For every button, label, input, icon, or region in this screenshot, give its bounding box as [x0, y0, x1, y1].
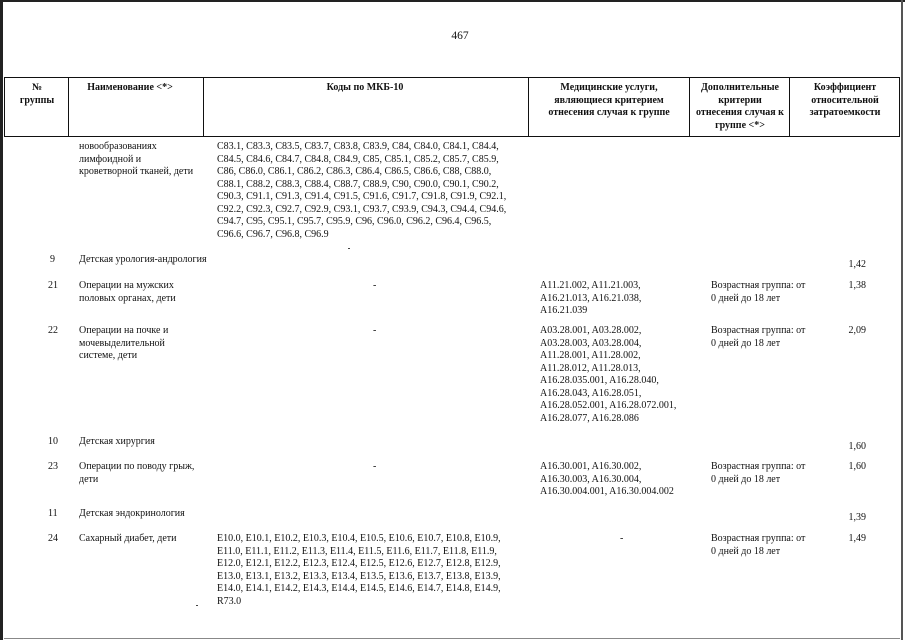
row-name: Операции на почке и мочевыделительной системе, дети — [79, 325, 169, 361]
header-bottom-rule — [4, 136, 900, 137]
section-coef: 1,60 — [848, 441, 866, 452]
scan-border-left — [0, 0, 3, 640]
section-name: Детская эндокринология — [79, 508, 185, 519]
row-extra-criteria: Возрастная группа: от 0 дней до 18 лет — [711, 533, 806, 557]
page-number: 467 — [451, 30, 469, 42]
row-extra-criteria: Возрастная группа: от 0 дней до 18 лет — [711, 280, 806, 304]
scan-border-top — [0, 0, 905, 2]
section-coef: 1,39 — [848, 512, 866, 523]
row-services: A16.30.001, A16.30.002, A16.30.003, A16.30.004, A16.30.004.001, A16.30.004.002 — [540, 461, 674, 497]
section-number: 9 — [50, 254, 55, 265]
row-services: A11.21.002, A11.21.003, A16.21.013, A16.21.038, A16.21.039 — [540, 280, 642, 316]
column-divider — [203, 77, 204, 137]
scan-border-right — [901, 0, 903, 640]
row-services: A03.28.001, A03.28.002, A03.28.003, A03.28.004, A11.28.001, A11.28.002, A11.28.012, A11.28.013, A16.28.035.001, A16.28.040, A16.28.043, A16.28.051, A16.28.052.001, A16.28.072.001, A16.28.077, A16.28.086 — [540, 325, 677, 424]
row-number: 22 — [48, 325, 58, 336]
row-extra-criteria: Возрастная группа: от 0 дней до 18 лет — [711, 325, 806, 349]
header-mkb: Коды по МКБ-10 — [326, 82, 404, 93]
row-mkb-codes: - — [373, 325, 377, 336]
row-mkb-codes: C83.1, C83.3, C83.5, C83.7, C83.8, C83.9, C84, C84.0, C84.1, C84.4, C84.5, C84.6, C84.7, C84.8, C84.9, C85, C85.1, C85.2, C85.7, C85.9, C86, C86.0, C86.1, C86.2, C86.3, C86.4, C86.5, C86.6, C88, C88.0, C88.1, C88.2, C88.3, C88.4, C88.7, C88.9, C90, C90.0, C90.1, C90.2, C90.3, C91.1, C91.3, C91.4, C91.5, C91.6, C91.7, C91.8, C91.9, C92.1, C92.2, C92.3, C92.7, C92.9, C93.1, C93.7, C93.9, C94.3, C94.4, C94.6, C94.7, C95, C95.1, C95.7, C95.9, C96, C96.0, C96.2, C96.4, C96.5, C96.6, C96.7, C96.8, C96.9 — [217, 141, 507, 240]
row-number: 23 — [48, 461, 58, 472]
column-divider — [689, 77, 690, 137]
row-number: 21 — [48, 280, 58, 291]
row-coef: 2,09 — [848, 325, 866, 336]
column-divider — [528, 77, 529, 137]
row-mkb-codes: - — [373, 461, 377, 472]
section-coef: 1,42 — [848, 259, 866, 270]
row-coef: 1,60 — [848, 461, 866, 472]
row-name: Сахарный диабет, дети — [79, 533, 177, 544]
column-divider — [789, 77, 790, 137]
scan-border-bottom — [4, 638, 900, 639]
row-coef: 1,49 — [848, 533, 866, 544]
row-number: 24 — [48, 533, 58, 544]
row-coef: 1,38 — [848, 280, 866, 291]
section-number: 11 — [48, 508, 58, 519]
row-name: новообразованиях лимфоидной и кроветворной тканей, дети — [79, 141, 194, 177]
header-name: Наименование <*> — [87, 82, 173, 93]
scan-artifact — [348, 248, 350, 249]
scan-artifact — [196, 605, 198, 606]
header-services: Медицинские услуги, являющиеся критерием отнесения случая к группе — [548, 82, 670, 118]
section-number: 10 — [48, 436, 58, 447]
header-top-rule — [4, 77, 900, 78]
row-services: - — [620, 533, 624, 544]
row-name: Операции по поводу грыж, дети — [79, 461, 195, 485]
row-name: Операции на мужских половых органах, дети — [79, 280, 176, 304]
header-extra: Дополнительные критерии отнесения случая к группе <*> — [696, 82, 784, 131]
column-divider — [899, 77, 900, 137]
row-mkb-codes: E10.0, E10.1, E10.2, E10.3, E10.4, E10.5, E10.6, E10.7, E10.8, E10.9, E11.0, E11.1, E11.2, E11.3, E11.4, E11.5, E11.6, E11.7, E11.8, E11.9, E12.0, E12.1, E12.2, E12.3, E12.4, E12.5, E12.6, E12.7, E12.8, E12.9, E13.0, E13.1, E13.2, E13.3, E13.4, E13.5, E13.6, E13.7, E13.8, E13.9, E14.0, E14.1, E14.2, E14.3, E14.4, E14.5, E14.6, E14.7, E14.8, E14.9, R73.0 — [217, 533, 501, 607]
section-name: Детская урология-андрология — [79, 254, 207, 265]
column-divider — [68, 77, 69, 137]
header-coef: Коэффициент относительной затратоемкости — [809, 82, 881, 118]
row-extra-criteria: Возрастная группа: от 0 дней до 18 лет — [711, 461, 806, 485]
row-mkb-codes: - — [373, 280, 377, 291]
header-group-no: № группы — [19, 82, 55, 106]
column-divider — [4, 77, 5, 137]
section-name: Детская хирургия — [79, 436, 155, 447]
